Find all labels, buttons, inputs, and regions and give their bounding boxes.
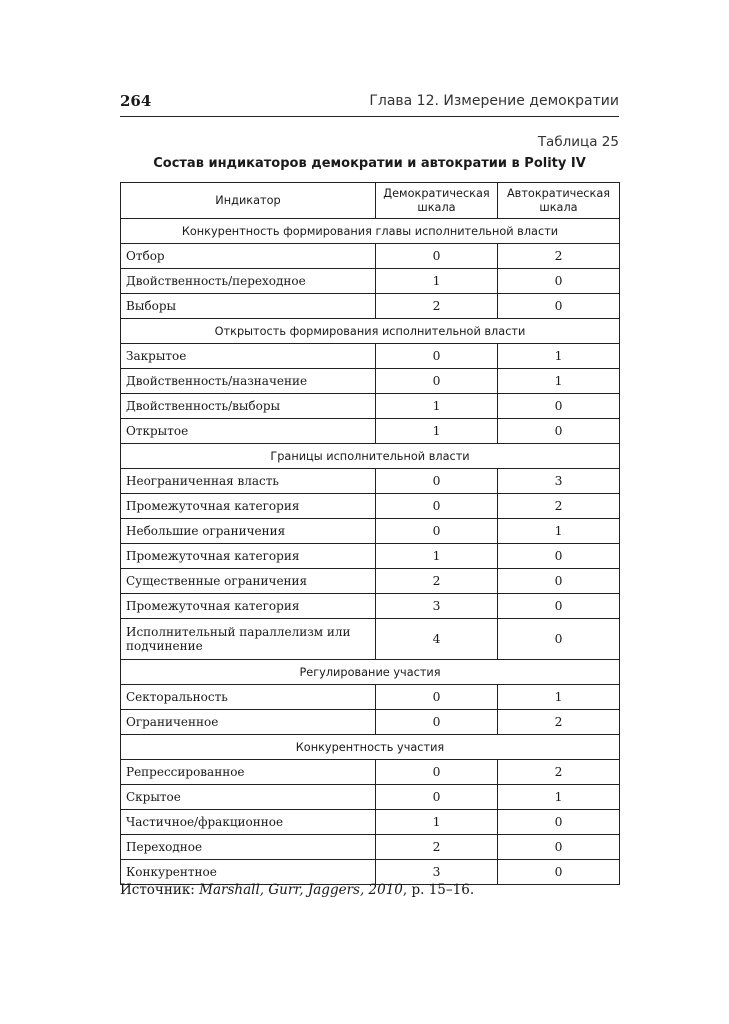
- autocratic-value-cell: 2: [498, 710, 620, 735]
- indicator-cell: Неограниченная власть: [121, 469, 376, 494]
- democratic-value-cell: 2: [376, 294, 498, 319]
- indicator-cell: Двойственность/выборы: [121, 394, 376, 419]
- indicator-cell: Исполнительный параллелизм или подчинение: [121, 619, 376, 660]
- table-row: [121, 835, 620, 860]
- autocratic-value-cell: 3: [498, 469, 620, 494]
- indicator-cell: Скрытое: [121, 785, 376, 810]
- indicator-cell: Ограниченное: [121, 710, 376, 735]
- autocratic-value-cell: 1: [498, 344, 620, 369]
- section-row: [121, 735, 620, 760]
- section-row: [121, 219, 620, 244]
- indicator-cell: Промежуточная категория: [121, 494, 376, 519]
- table-row: [121, 760, 620, 785]
- source-prefix: Источник:: [120, 882, 200, 898]
- table-body: [121, 219, 620, 885]
- autocratic-value-cell: 0: [498, 269, 620, 294]
- indicator-cell: Двойственность/назначение: [121, 369, 376, 394]
- autocratic-value-cell: 0: [498, 594, 620, 619]
- autocratic-value-cell: 1: [498, 369, 620, 394]
- table-row: [121, 860, 620, 885]
- table-row: [121, 244, 620, 269]
- autocratic-value-cell: 0: [498, 569, 620, 594]
- indicator-cell: Выборы: [121, 294, 376, 319]
- democratic-value-cell: 0: [376, 469, 498, 494]
- table-row: [121, 619, 620, 660]
- autocratic-value-cell: 2: [498, 760, 620, 785]
- page-header: [120, 92, 619, 117]
- democratic-value-cell: 0: [376, 519, 498, 544]
- column-header-democratic: Демократическая шкала: [376, 183, 498, 219]
- section-row: [121, 319, 620, 344]
- table-row: [121, 685, 620, 710]
- indicator-cell: Закрытое: [121, 344, 376, 369]
- page-number: 264: [120, 92, 152, 110]
- indicator-cell: Секторальность: [121, 685, 376, 710]
- democratic-value-cell: 0: [376, 760, 498, 785]
- section-title: Конкурентность участия: [121, 735, 620, 760]
- democratic-value-cell: 0: [376, 344, 498, 369]
- democratic-value-cell: 0: [376, 244, 498, 269]
- table-row: [121, 710, 620, 735]
- table-row: [121, 294, 620, 319]
- indicator-cell: Конкурентное: [121, 860, 376, 885]
- table-row: [121, 394, 620, 419]
- indicator-cell: Открытое: [121, 419, 376, 444]
- table-row: [121, 419, 620, 444]
- source-authors: Marshall, Gurr, Jaggers, 2010: [199, 882, 403, 898]
- democratic-value-cell: 0: [376, 685, 498, 710]
- democratic-value-cell: 1: [376, 419, 498, 444]
- table-header-row: [121, 183, 620, 219]
- autocratic-value-cell: 0: [498, 394, 620, 419]
- section-title: Границы исполнительной власти: [121, 444, 620, 469]
- section-title: Конкурентность формирования главы исполнительной власти: [121, 219, 620, 244]
- democratic-value-cell: 4: [376, 619, 498, 660]
- autocratic-value-cell: 2: [498, 494, 620, 519]
- democratic-value-cell: 3: [376, 594, 498, 619]
- table-row: [121, 519, 620, 544]
- section-title: Регулирование участия: [121, 660, 620, 685]
- table-row: [121, 569, 620, 594]
- table-row: [121, 494, 620, 519]
- indicator-cell: Промежуточная категория: [121, 594, 376, 619]
- autocratic-value-cell: 0: [498, 835, 620, 860]
- autocratic-value-cell: 0: [498, 619, 620, 660]
- autocratic-value-cell: 0: [498, 294, 620, 319]
- column-header-autocratic: Автократическая шкала: [498, 183, 620, 219]
- indicator-cell: Частичное/фракционное: [121, 810, 376, 835]
- indicator-cell: Небольшие ограничения: [121, 519, 376, 544]
- democratic-value-cell: 0: [376, 494, 498, 519]
- democratic-value-cell: 2: [376, 569, 498, 594]
- table-label: Таблица 25: [537, 134, 619, 150]
- table-row: [121, 785, 620, 810]
- table-row: [121, 544, 620, 569]
- democratic-value-cell: 1: [376, 269, 498, 294]
- autocratic-value-cell: 1: [498, 785, 620, 810]
- indicator-cell: Репрессированное: [121, 760, 376, 785]
- table-row: [121, 810, 620, 835]
- chapter-title: Глава 12. Измерение демократии: [369, 93, 619, 109]
- autocratic-value-cell: 0: [498, 860, 620, 885]
- democratic-value-cell: 1: [376, 394, 498, 419]
- column-header-indicator: Индикатор: [121, 183, 376, 219]
- indicator-cell: Двойственность/переходное: [121, 269, 376, 294]
- indicator-cell: Существенные ограничения: [121, 569, 376, 594]
- indicators-table: [120, 182, 620, 885]
- autocratic-value-cell: 1: [498, 519, 620, 544]
- democratic-value-cell: 0: [376, 710, 498, 735]
- table-row: [121, 594, 620, 619]
- autocratic-value-cell: 2: [498, 244, 620, 269]
- source-note: [120, 882, 474, 898]
- democratic-value-cell: 3: [376, 860, 498, 885]
- table-row: [121, 344, 620, 369]
- indicator-cell: Переходное: [121, 835, 376, 860]
- autocratic-value-cell: 0: [498, 419, 620, 444]
- table-row: [121, 369, 620, 394]
- section-title: Открытость формирования исполнительной власти: [121, 319, 620, 344]
- table-row: [121, 269, 620, 294]
- democratic-value-cell: 1: [376, 544, 498, 569]
- source-suffix: , p. 15–16.: [402, 882, 475, 898]
- section-row: [121, 444, 620, 469]
- indicator-cell: Промежуточная категория: [121, 544, 376, 569]
- table-row: [121, 469, 620, 494]
- democratic-value-cell: 0: [376, 369, 498, 394]
- autocratic-value-cell: 1: [498, 685, 620, 710]
- autocratic-value-cell: 0: [498, 544, 620, 569]
- democratic-value-cell: 2: [376, 835, 498, 860]
- table-caption: Состав индикаторов демократии и автократии в Polity IV: [153, 156, 586, 171]
- indicator-cell: Отбор: [121, 244, 376, 269]
- section-row: [121, 660, 620, 685]
- autocratic-value-cell: 0: [498, 810, 620, 835]
- democratic-value-cell: 1: [376, 810, 498, 835]
- democratic-value-cell: 0: [376, 785, 498, 810]
